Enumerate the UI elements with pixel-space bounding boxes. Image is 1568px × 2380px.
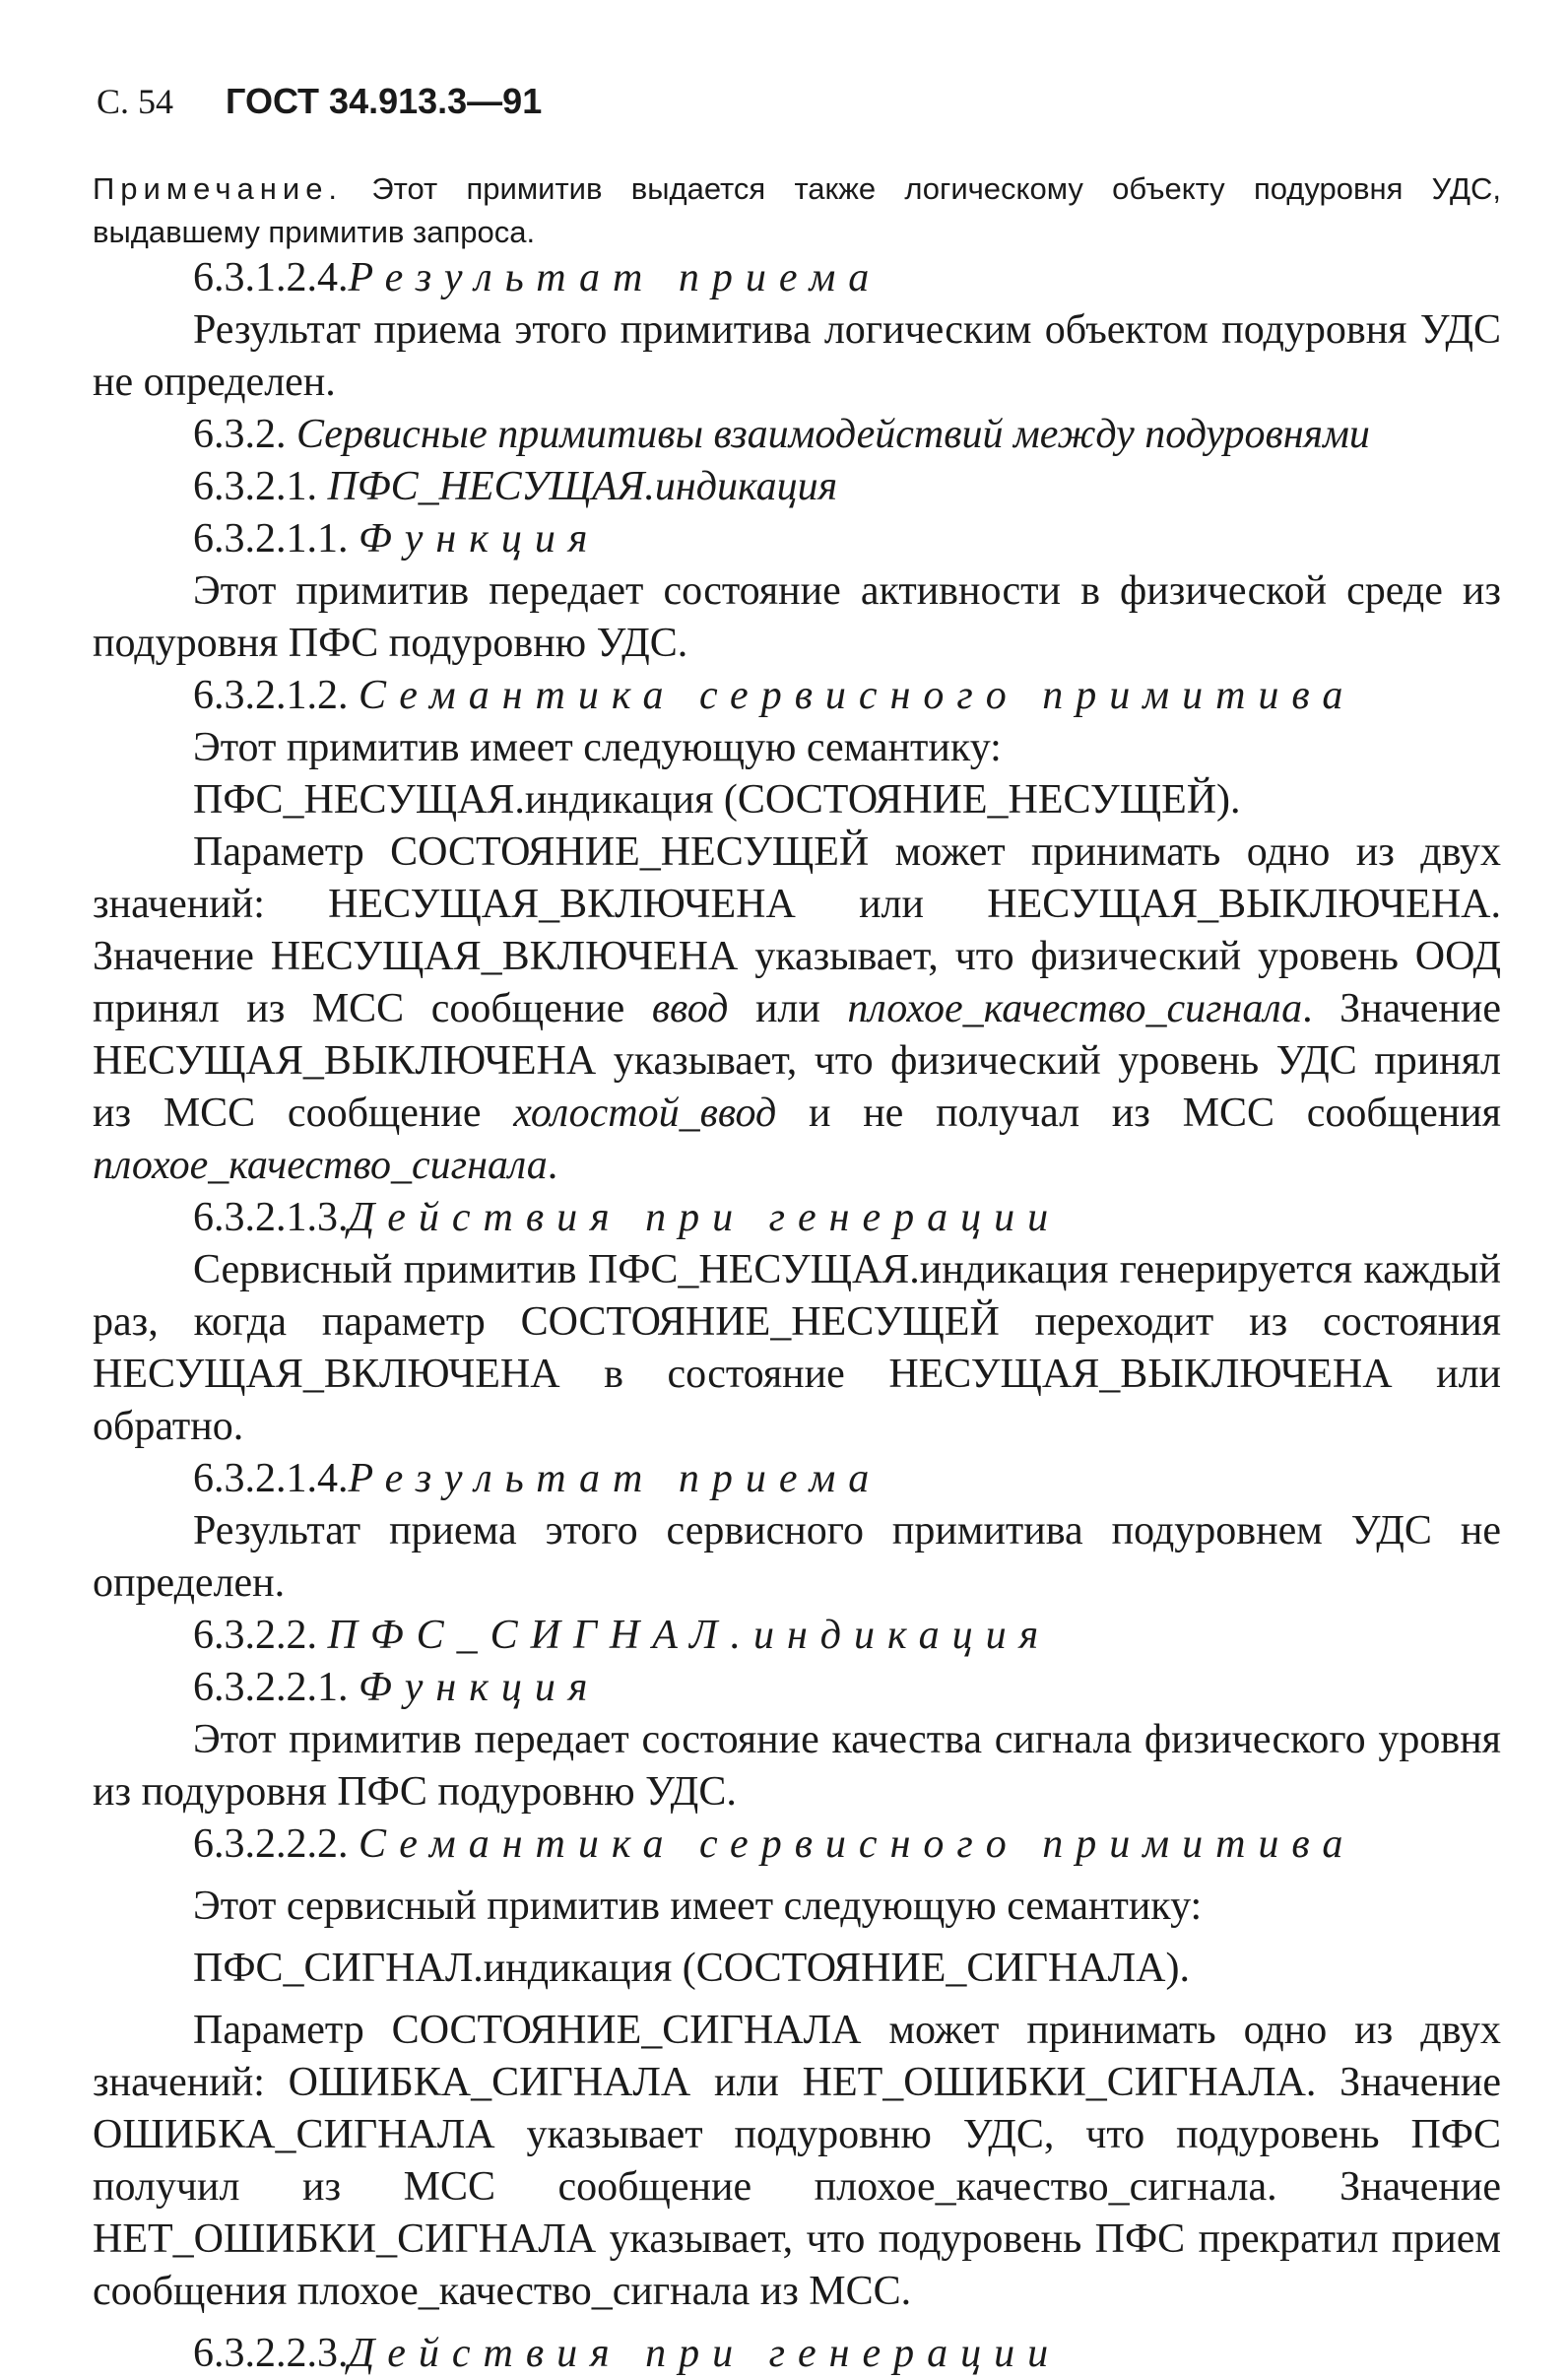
document-body bbox=[93, 252, 1501, 2380]
section-heading: 6.3.2.2. ПФС_СИГНАЛ.индикация bbox=[193, 1613, 1052, 1658]
formula-line: ПФС_НЕСУЩАЯ.индикация (СОСТОЯНИЕ_НЕСУЩЕЙ). bbox=[193, 777, 1241, 823]
section-heading: 6.3.2. Сервисные примитивы взаимодействий между подуровнями bbox=[193, 412, 1370, 457]
paragraph: Параметр СОСТОЯНИЕ_НЕСУЩЕЙ может принимать одно из двух значений: НЕСУЩАЯ_ВКЛЮЧЕНА или НЕСУЩАЯ_ВЫКЛЮЧЕНА. Значение НЕСУЩАЯ_ВКЛЮЧЕНА указывает, что физический уровень ООД принял из МСС сообщение ввод или плохое_качество_сигнала. Значение НЕСУЩАЯ_ВЫКЛЮЧЕНА указывает, что физический уровень УДС принял из МСС сообщение холостой_ввод и не получал из МСС сообщения плохое_качество_сигнала. bbox=[93, 829, 1501, 1188]
section-heading: 6.3.2.1.1. Функция bbox=[193, 516, 601, 562]
section-heading: 6.3.2.1. ПФС_НЕСУЩАЯ.индикация bbox=[193, 464, 838, 509]
section-heading: 6.3.2.2.2. Семантика сервисного примитива bbox=[193, 1821, 1356, 1867]
paragraph: Этот сервисный примитив имеет следующую семантику: bbox=[193, 1884, 1203, 1929]
note-text: Этот примитив выдается также логическому объекту подуровня УДС, выдавшему примитив запроса. bbox=[93, 171, 1501, 249]
paragraph: Результат приема этого примитива логическим объектом подуровня УДС не определен. bbox=[93, 307, 1501, 405]
section-heading: 6.3.2.1.4.Результат приема bbox=[193, 1456, 882, 1501]
section-heading: 6.3.1.2.4.Результат приема bbox=[193, 255, 882, 300]
paragraph: Этот примитив передает состояние качества сигнала физического уровня из подуровня ПФС подуровню УДС. bbox=[93, 1717, 1501, 1815]
section-heading: 6.3.2.1.3.Действия при генерации bbox=[193, 1195, 1062, 1240]
note bbox=[93, 167, 1501, 254]
paragraph: Сервисный примитив ПФС_НЕСУЩАЯ.индикация генерируется каждый раз, когда параметр СОСТОЯНИЕ_НЕСУЩЕЙ переходит из состояния НЕСУЩАЯ_ВКЛЮЧЕНА в состояние НЕСУЩАЯ_ВЫКЛЮЧЕНА или обратно. bbox=[93, 1247, 1501, 1449]
paragraph: Этот примитив передает состояние активности в физической среде из подуровня ПФС подуровню УДС. bbox=[93, 568, 1501, 666]
page-number: С. 54 bbox=[97, 82, 174, 121]
paragraph: Результат приема этого сервисного примитива подуровнем УДС не определен. bbox=[93, 1508, 1501, 1606]
paragraph: Этот примитив имеет следующую семантику: bbox=[193, 725, 1002, 770]
standard-title: ГОСТ 34.913.3—91 bbox=[226, 81, 543, 121]
section-heading: 6.3.2.2.3.Действия при генерации bbox=[193, 2331, 1062, 2376]
paragraph: Параметр СОСТОЯНИЕ_СИГНАЛА может принимать одно из двух значений: ОШИБКА_СИГНАЛА или НЕТ_ОШИБКИ_СИГНАЛА. Значение ОШИБКА_СИГНАЛА указывает подуровню УДС, что подуровень ПФС получил из МСС сообщение плохое_качество_сигнала. Значение НЕТ_ОШИБКИ_СИГНАЛА указывает, что подуровень ПФС прекратил прием сообщения плохое_качество_сигнала из МСС. bbox=[93, 2008, 1501, 2314]
section-heading: 6.3.2.2.1. Функция bbox=[193, 1665, 601, 1710]
section-heading: 6.3.2.1.2. Семантика сервисного примитива bbox=[193, 673, 1356, 718]
formula-line: ПФС_СИГНАЛ.индикация (СОСТОЯНИЕ_СИГНАЛА). bbox=[193, 1946, 1190, 1991]
page-header bbox=[97, 81, 542, 122]
note-lead: Примечание. bbox=[93, 171, 344, 206]
